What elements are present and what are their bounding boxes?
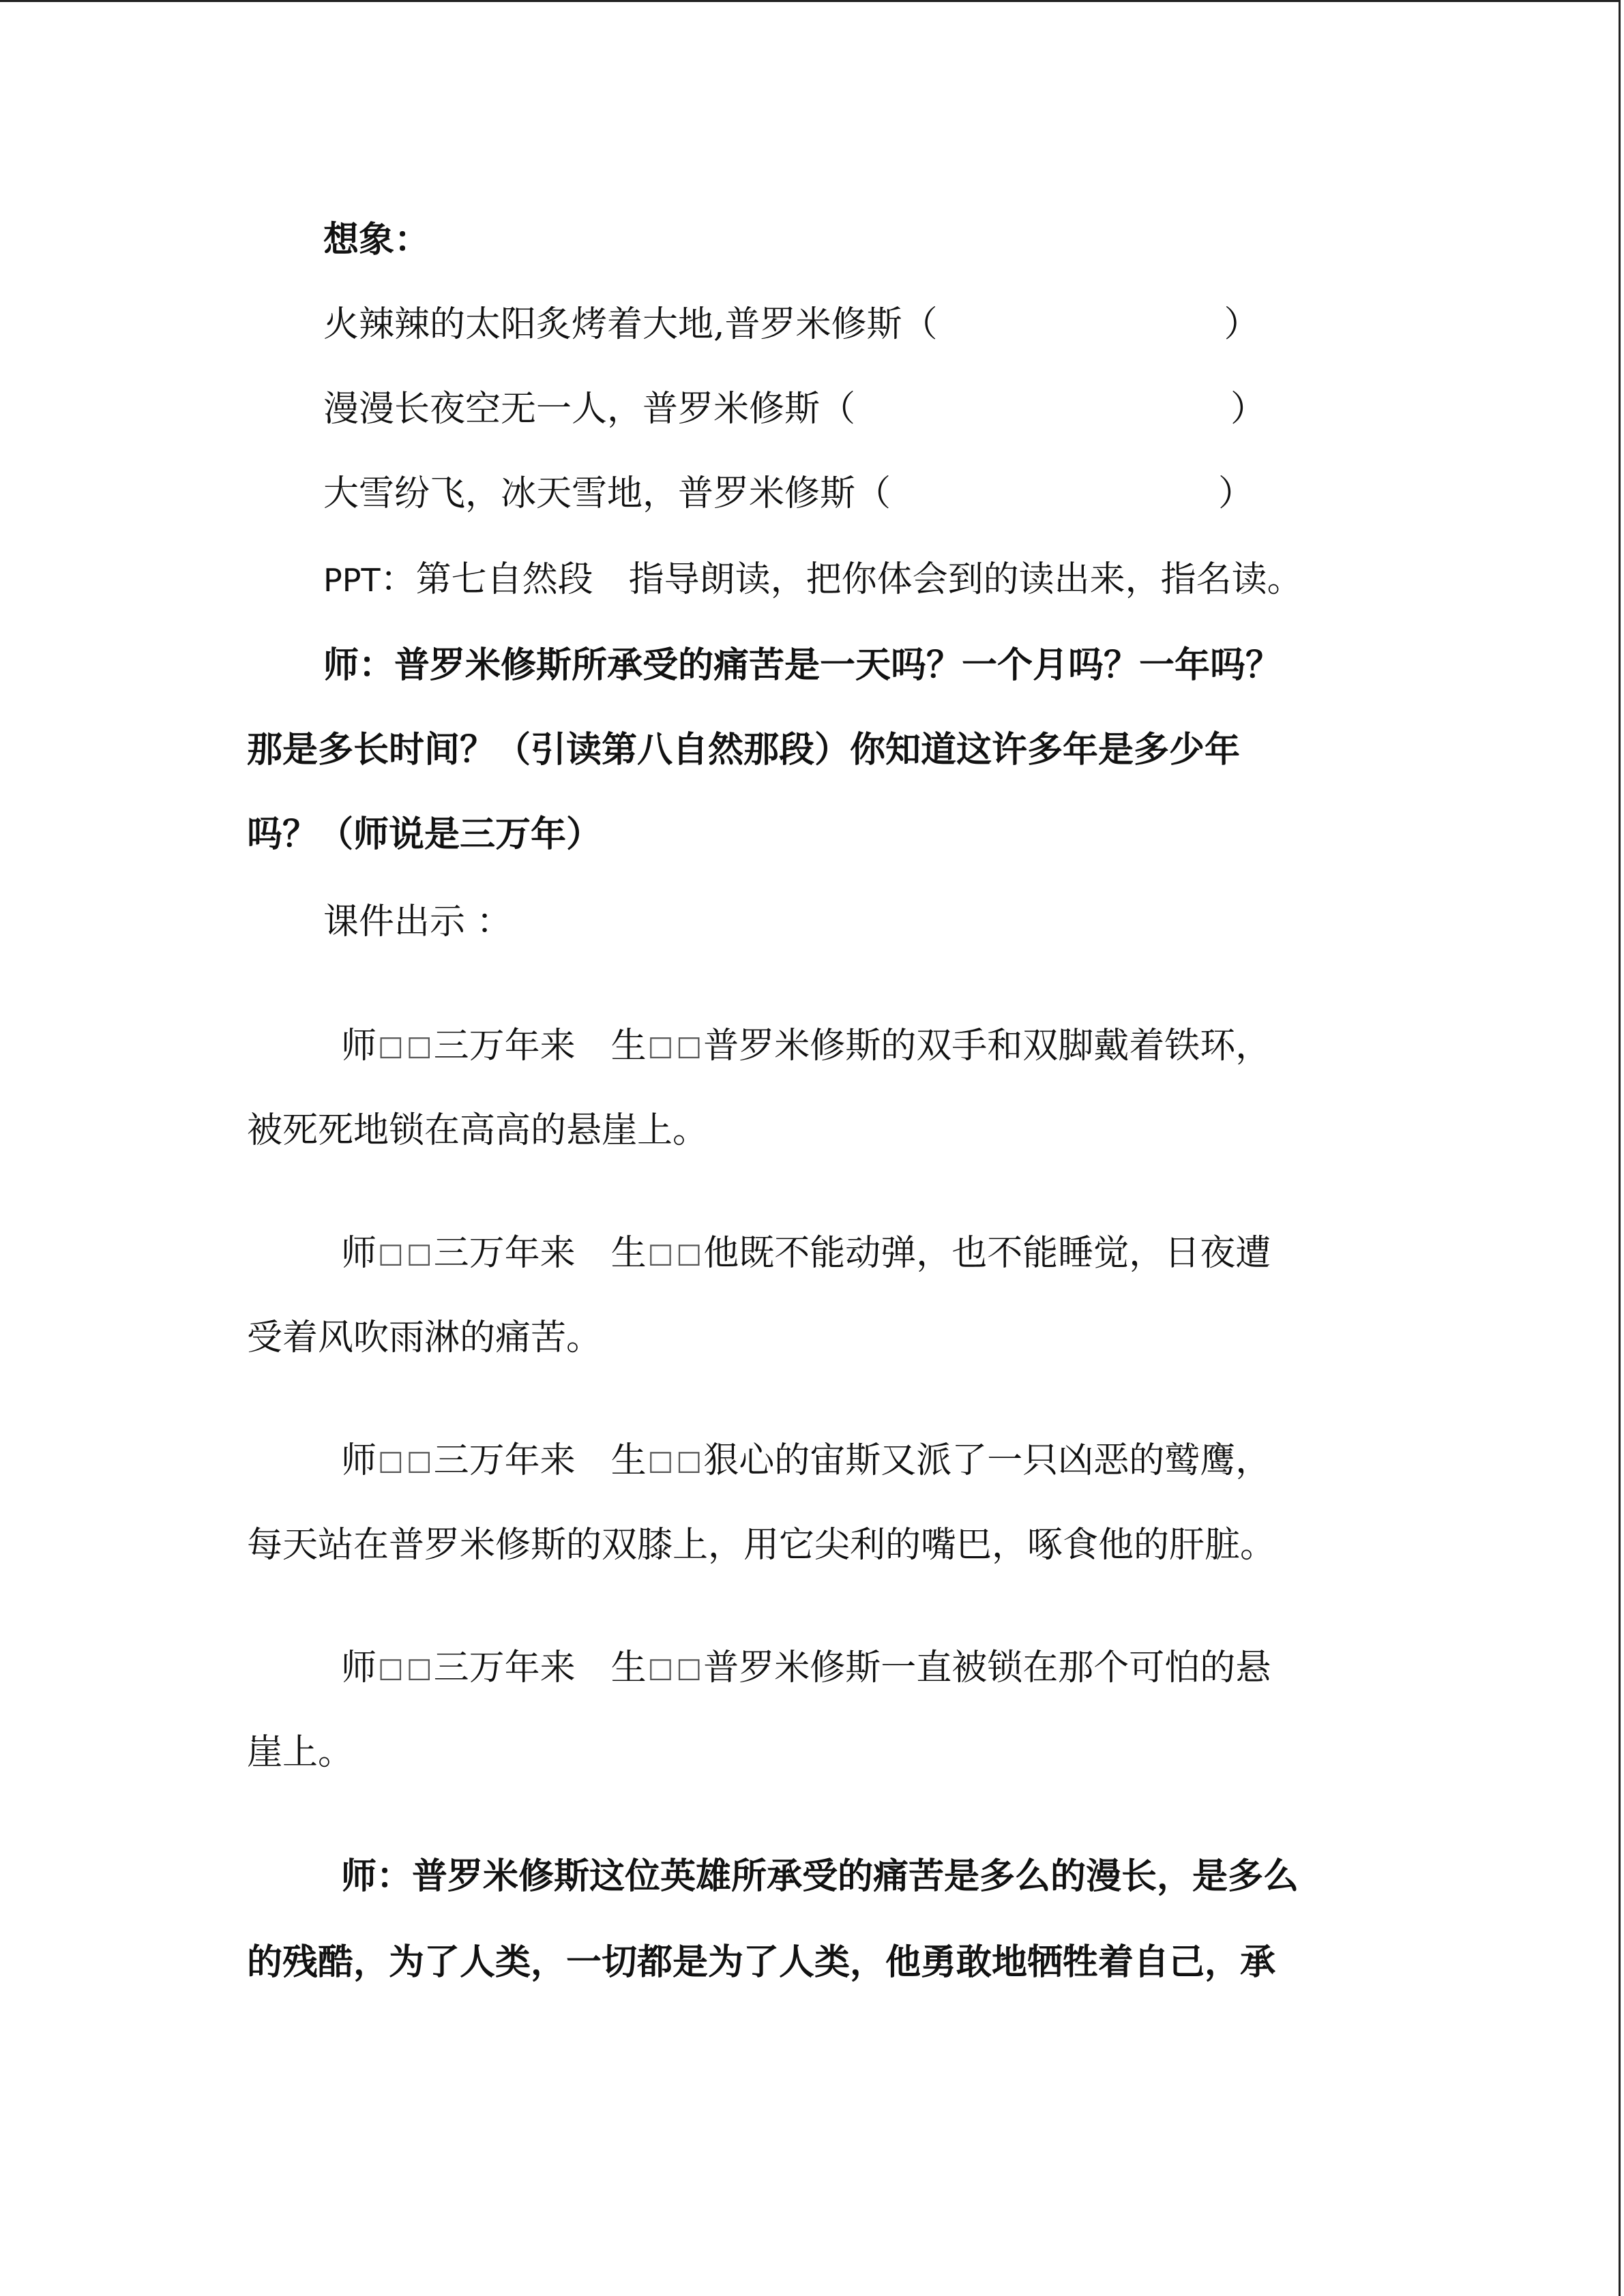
dialog-2-line-2: 受着风吹雨淋的痛苦。 — [247, 1317, 602, 1358]
box-glyph: □ — [406, 1030, 432, 1062]
box-glyph: □ — [647, 1030, 674, 1062]
dialog-text: 他既不能动弹，也不能睡觉，日夜遭 — [703, 1233, 1271, 1274]
box-glyph: □ — [676, 1238, 703, 1269]
dialog-2-line-1 — [341, 1229, 1271, 1278]
teacher-question-line-1: 师：普罗米修斯所承受的痛苦是一天吗？一个月吗？一年吗？ — [323, 644, 1282, 686]
imagine-text: 漫漫长夜空无一人，普罗米修斯（ — [323, 389, 856, 430]
ppt-line — [323, 555, 1303, 605]
dialog-text: 普罗米修斯一直被锁在那个可怕的悬 — [703, 1648, 1271, 1688]
speaker-teacher: 师 — [341, 1233, 377, 1274]
box-glyph: □ — [676, 1652, 703, 1684]
courseware-label: 课件出示 ： — [323, 901, 512, 942]
imagine-text: 大雪纷飞，冰天雪地，普罗米修斯（ — [323, 473, 891, 514]
dialog-4-line-1 — [341, 1643, 1271, 1693]
dialog-3-line-1 — [341, 1436, 1271, 1485]
teacher-question-line-2: 那是多长时间？（引读第八自然那段）你知道这许多年是多少年 — [247, 729, 1241, 771]
ppt-text: ：第七自然段 指导朗读，把你体会到的读出来，指名读。 — [380, 559, 1303, 600]
dialog-1-line-2: 被死死地锁在高高的悬崖上。 — [247, 1110, 709, 1151]
box-glyph: □ — [676, 1445, 703, 1476]
box-glyph: □ — [378, 1652, 404, 1684]
box-glyph: □ — [406, 1445, 432, 1476]
imagine-close: ） — [1230, 389, 1267, 430]
imagine-close: ） — [1224, 304, 1260, 345]
dialog-mid: 三万年来 生 — [433, 1648, 647, 1688]
dialog-3-line-2: 每天站在普罗米修斯的双膝上，用它尖利的嘴巴，啄食他的肝脏。 — [247, 1525, 1276, 1566]
box-glyph: □ — [406, 1238, 432, 1269]
box-glyph: □ — [676, 1030, 703, 1062]
dialog-mid: 三万年来 生 — [433, 1440, 647, 1481]
speaker-teacher: 师 — [341, 1440, 377, 1481]
imagine-line-2 — [323, 385, 1266, 434]
imagine-line-3 — [323, 469, 1254, 518]
closing-line-2: 的残酷，为了人类，一切都是为了人类，他勇敢地牺牲着自己，承 — [247, 1941, 1276, 1983]
teacher-question-line-3: 吗？（师说是三万年） — [247, 814, 602, 855]
imagine-line-1 — [323, 300, 1260, 349]
imagine-close: ） — [1218, 473, 1254, 514]
dialog-text: 狠心的宙斯又派了一只凶恶的鹫鹰， — [703, 1440, 1271, 1481]
box-glyph: □ — [378, 1238, 404, 1269]
closing-line-1: 师：普罗米修斯这位英雄所承受的痛苦是多么的漫长，是多么 — [341, 1855, 1299, 1897]
box-glyph: □ — [378, 1030, 404, 1062]
dialog-text: 普罗米修斯的双手和双脚戴着铁环， — [703, 1026, 1271, 1067]
heading: 想象： — [323, 219, 430, 260]
box-glyph: □ — [406, 1652, 432, 1684]
speaker-teacher: 师 — [341, 1648, 377, 1688]
box-glyph: □ — [647, 1445, 674, 1476]
box-glyph: □ — [647, 1652, 674, 1684]
box-glyph: □ — [647, 1238, 674, 1269]
dialog-1-line-1 — [341, 1022, 1271, 1071]
box-glyph: □ — [378, 1445, 404, 1476]
ppt-label: PPT — [323, 562, 381, 599]
dialog-mid: 三万年来 生 — [433, 1233, 647, 1274]
speaker-teacher: 师 — [341, 1026, 377, 1067]
dialog-4-line-2: 崖上。 — [247, 1732, 354, 1773]
imagine-text: 火辣辣的太阳炙烤着大地,普罗米修斯（ — [323, 304, 938, 345]
dialog-mid: 三万年来 生 — [433, 1026, 647, 1067]
